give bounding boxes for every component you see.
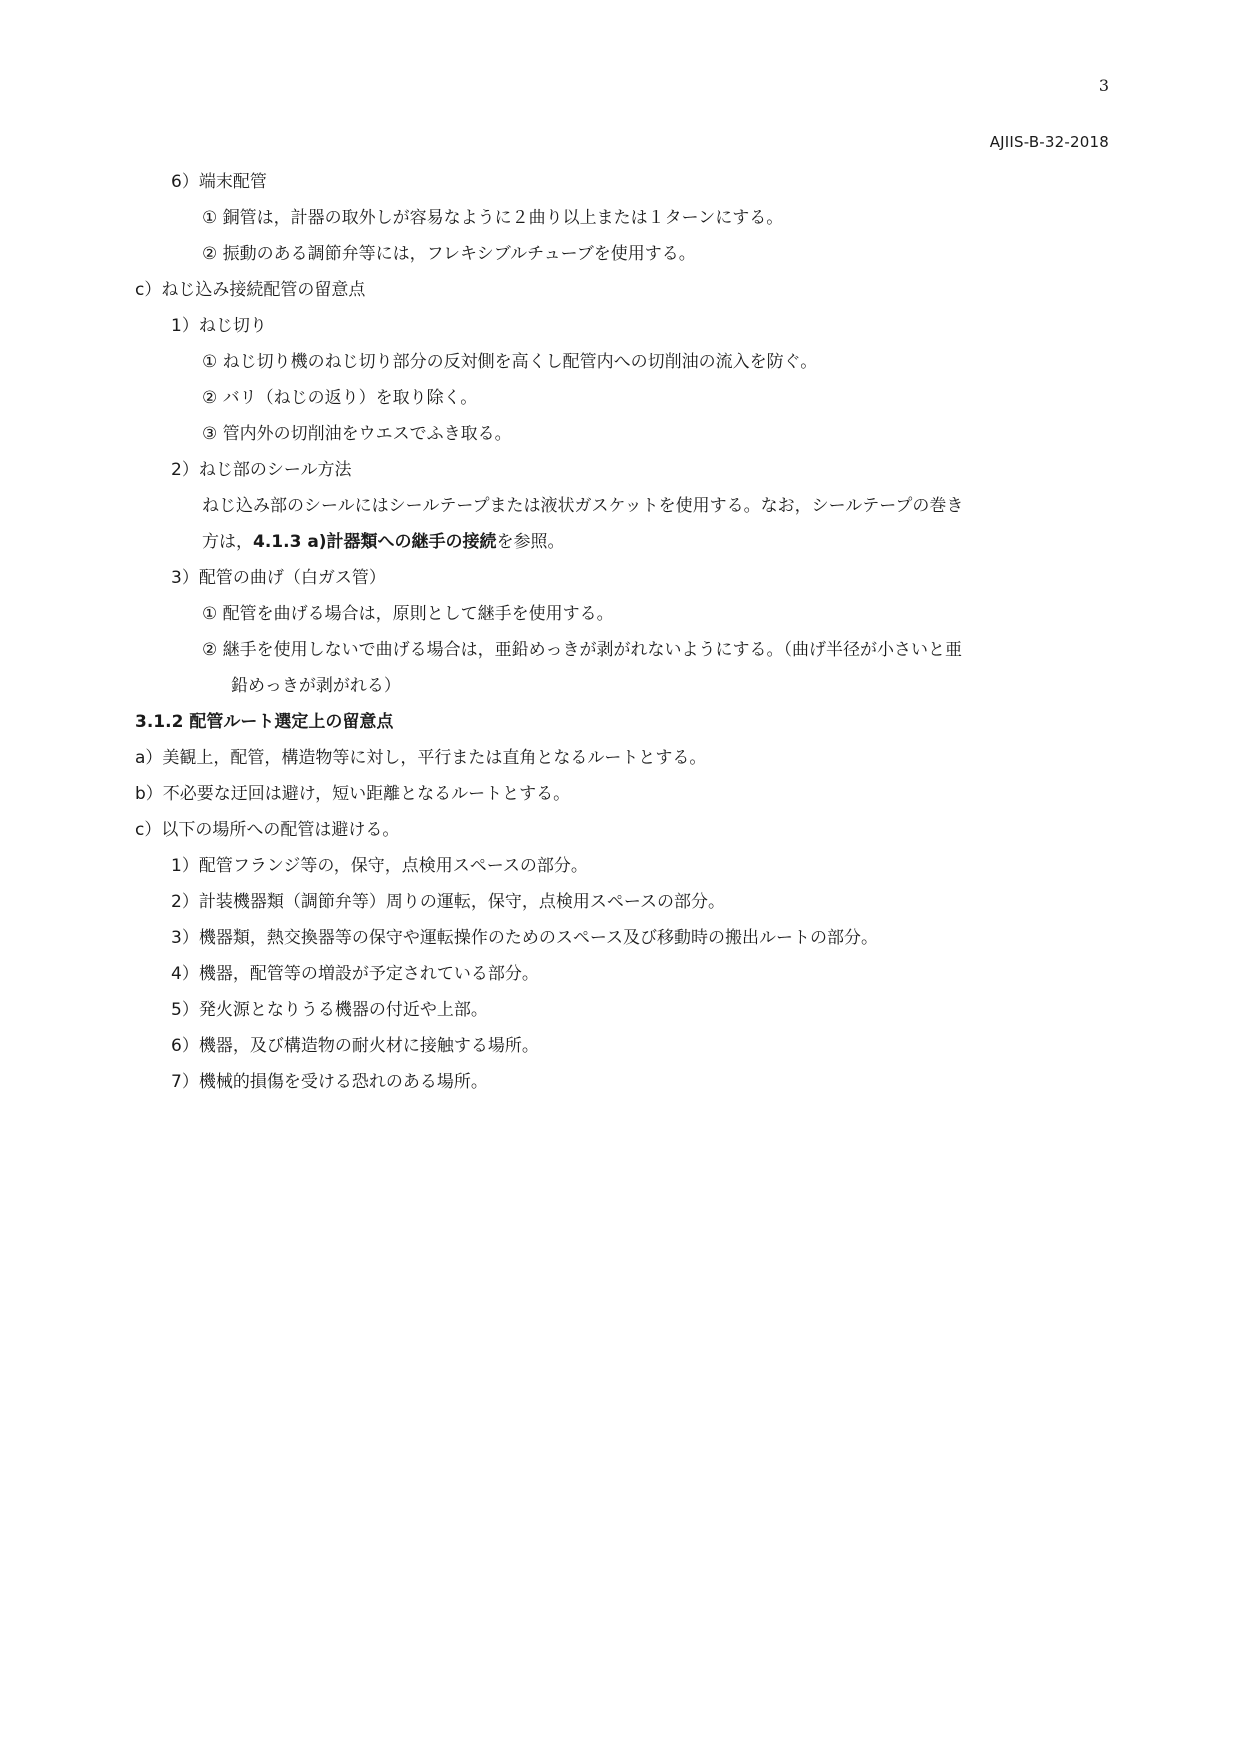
list-item: 6）端末配管 <box>171 172 267 192</box>
list-item: ① 配管を曲げる場合は，原則として継手を使用する。 <box>202 604 614 624</box>
list-item: c）以下の場所への配管は避ける。 <box>135 820 400 840</box>
list-item: ③ 管内外の切削油をウエスでふき取る。 <box>202 424 512 444</box>
document-id: AJIIS-B-32-2018 <box>989 133 1109 151</box>
list-item: c）ねじ込み接続配管の留意点 <box>135 280 366 300</box>
list-item: ② 振動のある調節弁等には，フレキシブルチューブを使用する。 <box>202 244 696 264</box>
list-item: ① 銅管は，計器の取外しが容易なように２曲り以上または１ターンにする。 <box>202 208 784 228</box>
list-item: ② バリ（ねじの返り）を取り除く。 <box>202 388 478 408</box>
section-heading: 3.1.2 配管ルート選定上の留意点 <box>135 712 394 732</box>
list-item: 3）機器類，熱交換器等の保守や運転操作のためのスペース及び移動時の搬出ルートの部分。 <box>171 928 878 948</box>
list-item: 3）配管の曲げ（白ガス管） <box>171 568 386 588</box>
list-item: 5）発火源となりうる機器の付近や上部。 <box>171 1000 488 1020</box>
list-item: 2）計装機器類（調節弁等）周りの運転，保守，点検用スペースの部分。 <box>171 892 725 912</box>
paragraph-line: ねじ込み部のシールにはシールテープまたは液状ガスケットを使用する。なお，シールテープの巻き <box>202 496 964 516</box>
paragraph-line <box>202 530 565 554</box>
list-item: 2）ねじ部のシール方法 <box>171 460 352 480</box>
paragraph-text: を参照。 <box>496 532 565 552</box>
paragraph-text: 方は， <box>202 532 253 552</box>
list-item: 6）機器，及び構造物の耐火材に接触する場所。 <box>171 1036 539 1056</box>
list-item: ② 継手を使用しないで曲げる場合は，亜鉛めっきが剥がれないようにする。（曲げ半径が小さいと亜 <box>202 640 962 660</box>
list-item: 7）機械的損傷を受ける恐れのある場所。 <box>171 1072 488 1092</box>
cross-reference: 4.1.3 a)計器類への継手の接続 <box>253 532 497 552</box>
list-item: 1）ねじ切り <box>171 316 267 336</box>
list-item: 4）機器，配管等の増設が予定されている部分。 <box>171 964 539 984</box>
list-item: 1）配管フランジ等の，保守，点検用スペースの部分。 <box>171 856 588 876</box>
page-number: 3 <box>1098 76 1109 95</box>
list-item: b）不必要な迂回は避け，短い距離となるルートとする。 <box>135 784 571 804</box>
list-item: a）美観上，配管，構造物等に対し，平行または直角となるルートとする。 <box>135 748 707 768</box>
list-item-continuation: 鉛めっきが剥がれる） <box>231 676 401 696</box>
list-item: ① ねじ切り機のねじ切り部分の反対側を高くし配管内への切削油の流入を防ぐ。 <box>202 352 818 372</box>
